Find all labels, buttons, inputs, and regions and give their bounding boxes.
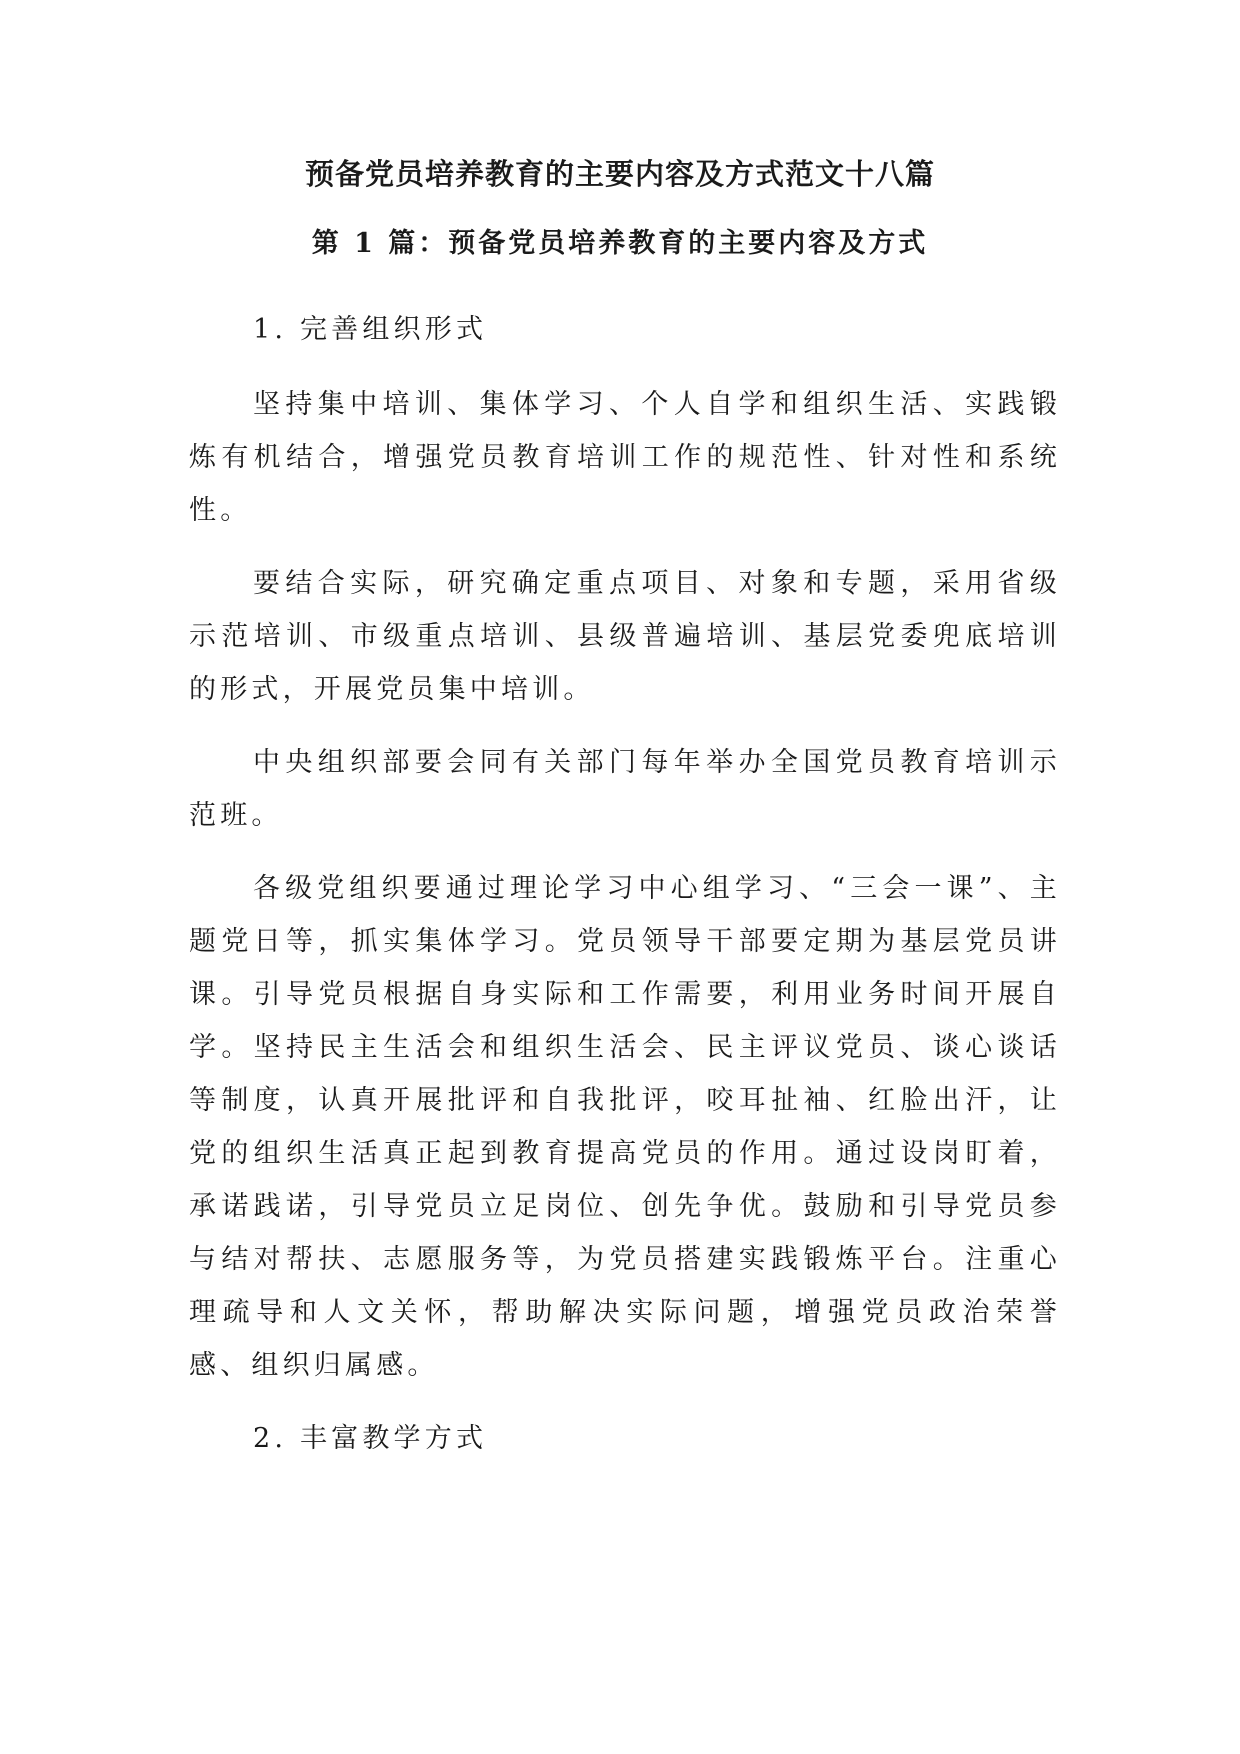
section-heading-1: 1. 完善组织形式 <box>253 314 488 345</box>
document-body <box>189 303 1061 1487</box>
document-title: 预备党员培养教育的主要内容及方式范文十八篇 <box>304 157 935 191</box>
paragraph: 各级党组织要通过理论学习中心组学习、“三会一课”、主题党日等，抓实集体学习。党员领导干部要定期为基层党员讲课。引导党员根据自身实际和工作需要，利用业务时间开展自学。坚持民主生活会和组织生活会、民主评议党员、谈心谈话等制度，认真开展批评和自我批评，咬耳扯袖、红脸出汗，让党的组织生活真正起到教育提高党员的作用。通过设岗盯着，承诺践诺，引导党员立足岗位、创先争优。鼓励和引导党员参与结对帮扶、志愿服务等，为党员搭建实践锻炼平台。注重心理疏导和人文关怀，帮助解决实际问题，增强党员政治荣誉感、组织归属感。 <box>189 873 1061 1381</box>
paragraph: 要结合实际，研究确定重点项目、对象和专题，采用省级示范培训、市级重点培训、县级普遍培训、基层党委兜底培训的形式，开展党员集中培训。 <box>189 568 1061 705</box>
paragraph: 坚持集中培训、集体学习、个人自学和组织生活、实践锻炼有机结合，增强党员教育培训工作的规范性、针对性和系统性。 <box>189 389 1061 526</box>
paragraph: 中央组织部要会同有关部门每年举办全国党员教育培训示范班。 <box>189 747 1061 831</box>
chapter-title: 第 1 篇：预备党员培养教育的主要内容及方式 <box>311 228 929 259</box>
section-heading-2: 2. 丰富教学方式 <box>253 1423 488 1454</box>
